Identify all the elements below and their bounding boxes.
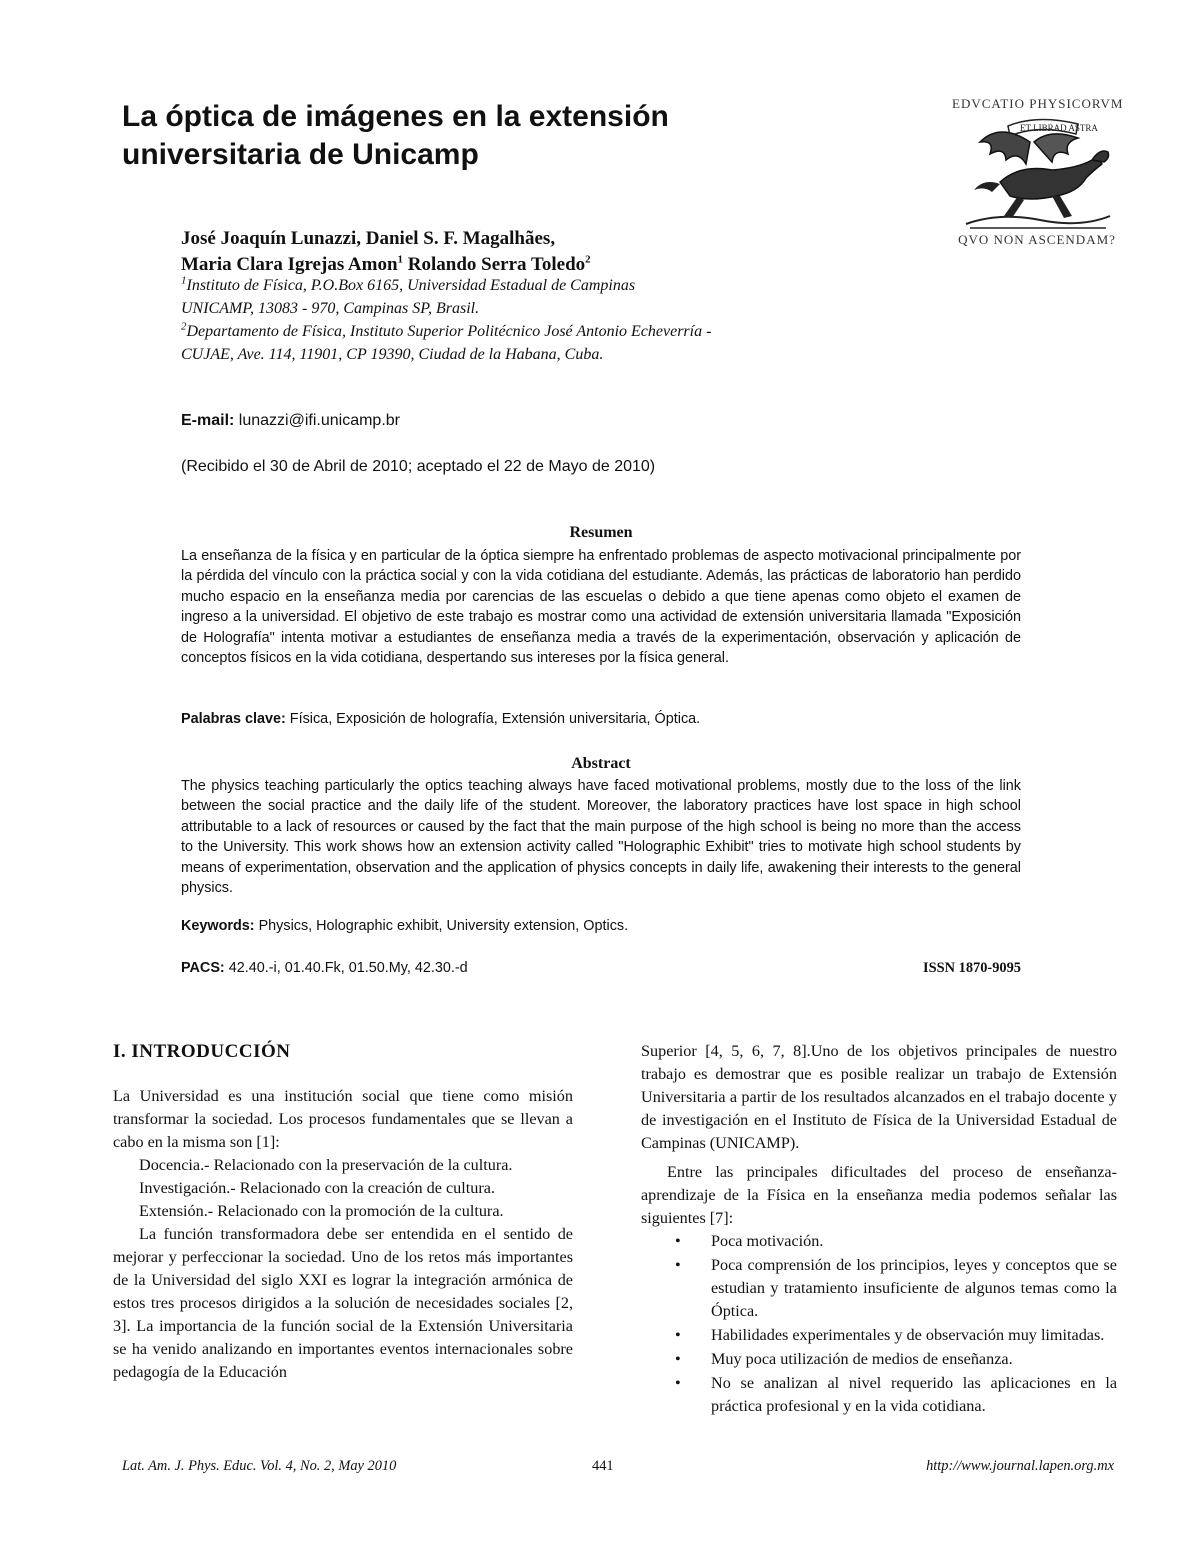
affiliation-2-text: Departamento de Física, Instituto Superior Politécnico José Antonio Echeverría - [186,323,712,340]
footer-journal: Lat. Am. J. Phys. Educ. Vol. 4, No. 2, May 2010 [122,1458,397,1474]
issn: ISSN 1870-9095 [923,960,1021,976]
right-paragraph-2: Entre las principales dificultades del proceso de enseñanza-aprendizaje de la Física en la enseñanza media podemos señalar las siguientes [7]: [641,1163,1117,1227]
author-amon: Maria Clara Igrejas Amon [181,254,398,275]
keywords-value: Physics, Holographic exhibit, University extension, Optics. [254,918,629,934]
resumen-text: La enseñanza de la física y en particular de la óptica siempre ha enfrentado problemas de aspecto motivacional principalmente por la pérdida del vínculo con la práctica social y con la vida cotidiana del estudiante. Además, las prácticas de laboratorio han perdido mucho espacio en la enseñanza media por carencias de las escuelas o debido a que tiene apenas como objeto el examen de ingreso a la universidad. El objetivo de este trabajo es mostrar como una actividad de extensión universitaria llamada "Exposición de Holografía" intenta motivar a estudiantes de enseñanza media a través de la experimentación, observación y aplicación de conceptos físicos en la vida cotidiana, despertando sus intereses por la física general. [181,548,1021,667]
list-item-text: Poca comprensión de los principios, leyes y conceptos que se estudian y tratamiento insuficiente de algunos temas como la Óptica. [711,1256,1117,1320]
palabras-clave-value: Física, Exposición de holografía, Extensión universitaria, Óptica. [285,711,701,727]
email-address[interactable]: lunazzi@ifi.unicamp.br [234,412,400,429]
list-item-text: Muy poca utilización de medios de enseñanza. [711,1350,1013,1368]
logo-banner-text: ET LIBRAD ASTRA [1020,123,1098,133]
author-serra: Rolando Serra Toledo [403,254,586,275]
affiliation-1-mark: 1 [181,274,187,287]
list-item [641,1254,1117,1323]
bullet-icon: • [675,1374,681,1392]
keywords [181,918,628,934]
affiliations-block [181,274,901,366]
bullet-icon: • [675,1326,681,1344]
authors-block [181,226,881,278]
list-item-text: Habilidades experimentales y de observación muy limitadas. [711,1326,1105,1344]
affiliation-2-line-2: CUJAE, Ave. 114, 11901, CP 19390, Ciudad de la Habana, Cuba. [181,346,604,363]
palabras-clave-label: Palabras clave: [181,711,286,727]
resumen-heading: Resumen [569,524,633,541]
footer-page-number: 441 [592,1458,614,1474]
pegasus-emblem-icon [960,112,1114,232]
bullet-icon: • [675,1350,681,1368]
authors-line-1: José Joaquín Lunazzi, Daniel S. F. Magalhães, [181,228,556,249]
affiliation-2-mark: 2 [181,320,187,333]
right-column [641,1040,1117,1419]
bullet-icon: • [675,1232,681,1250]
intro-paragraph-5: La función transformadora debe ser entendida en el sentido de mejorar y perfeccionar la sociedad. Uno de los retos más importantes de la Universidad del siglo XXI es lograr la integración armónica de estos tres procesos dirigidos a la solución de necesidades sociales [2, 3]. La importancia de la función social de la Extensión Universitaria se ha venido analizando en importantes eventos internacionales sobre pedagogía de la Educación [113,1225,573,1381]
list-item-text: No se analizan al nivel requerido las aplicaciones en la práctica profesional y en la vida cotidiana. [711,1374,1117,1415]
pacs-line [181,960,1021,976]
received-dates: (Recibido el 30 de Abril de 2010; aceptado el 22 de Mayo de 2010) [181,458,656,475]
title-line-2: universitaria de Unicamp [122,138,479,171]
affiliation-1-line-1 [181,274,901,297]
title-line-1: La óptica de imágenes en la extensión [122,100,669,133]
email-line [181,412,400,430]
author-amon-affil-mark: 1 [397,253,404,266]
right-paragraph-1: Superior [4, 5, 6, 7, 8].Uno de los objetivos principales de nuestro trabajo es demostrar que es posible realizar un trabajo de Extensión Universitaria a partir de los resultados alcanzados en el trabajo docente y de investigación en el Instituto de Física de la Universidad Estadual de Campinas (UNICAMP). [641,1042,1117,1152]
list-item [641,1348,1117,1371]
pacs-label: PACS: [181,960,225,976]
logo-motto-top: EDVCATIO PHYSICORVM [952,96,1124,111]
pacs-value: 42.40.-i, 01.40.Fk, 01.50.My, 42.30.-d [224,960,468,976]
journal-logo [952,96,1122,246]
bullet-icon: • [675,1256,681,1274]
palabras-clave [181,711,700,727]
intro-investigacion: Investigación.- Relacionado con la creación de cultura. [139,1179,495,1197]
logo-motto-bottom: QVO NON ASCENDAM? [958,232,1116,247]
intro-docencia: Docencia.- Relacionado con la preservación de la cultura. [139,1156,513,1174]
section-heading-introduccion: I. INTRODUCCIÓN [113,1041,291,1062]
list-item [641,1372,1117,1418]
list-item-text: Poca motivación. [711,1232,824,1250]
abstract-heading: Abstract [571,755,631,772]
keywords-label: Keywords: [181,918,255,934]
paper-title [122,98,822,174]
affiliation-1-line-2: UNICAMP, 13083 - 970, Campinas SP, Brasil. [181,300,480,317]
list-item [641,1324,1117,1347]
difficulties-list [641,1230,1117,1418]
affiliation-2-line-1 [181,320,901,343]
email-label: E-mail: [181,412,235,429]
intro-extension: Extensión.- Relacionado con la promoción de la cultura. [139,1202,504,1220]
abstract-text: The physics teaching particularly the optics teaching always have faced motivational problems, mostly due to the loss of the link between the social practice and the daily life of the student. Moreover, the laboratory practices have lost space in high school attributable to a lack of resources or caused by the fact that the main purpose of the high school is being no more than the access to the University. This work shows how an extension activity called "Holographic Exhibit" tries to motivate high school students by means of experimentation, observation and the application of physics concepts in daily life, awakening their interests to the general physics. [181,778,1021,897]
author-serra-affil-mark: 2 [585,253,591,266]
intro-paragraph-1: La Universidad es una institución social que tiene como misión transformar la sociedad. Los procesos fundamentales que se llevan a cabo en la misma son [1]: [113,1087,573,1151]
affiliation-1-text: Instituto de Física, P.O.Box 6165, Universidad Estadual de Campinas [186,277,636,294]
list-item [641,1230,1117,1253]
footer-url[interactable]: http://www.journal.lapen.org.mx [926,1458,1114,1474]
left-column [113,1040,573,1384]
